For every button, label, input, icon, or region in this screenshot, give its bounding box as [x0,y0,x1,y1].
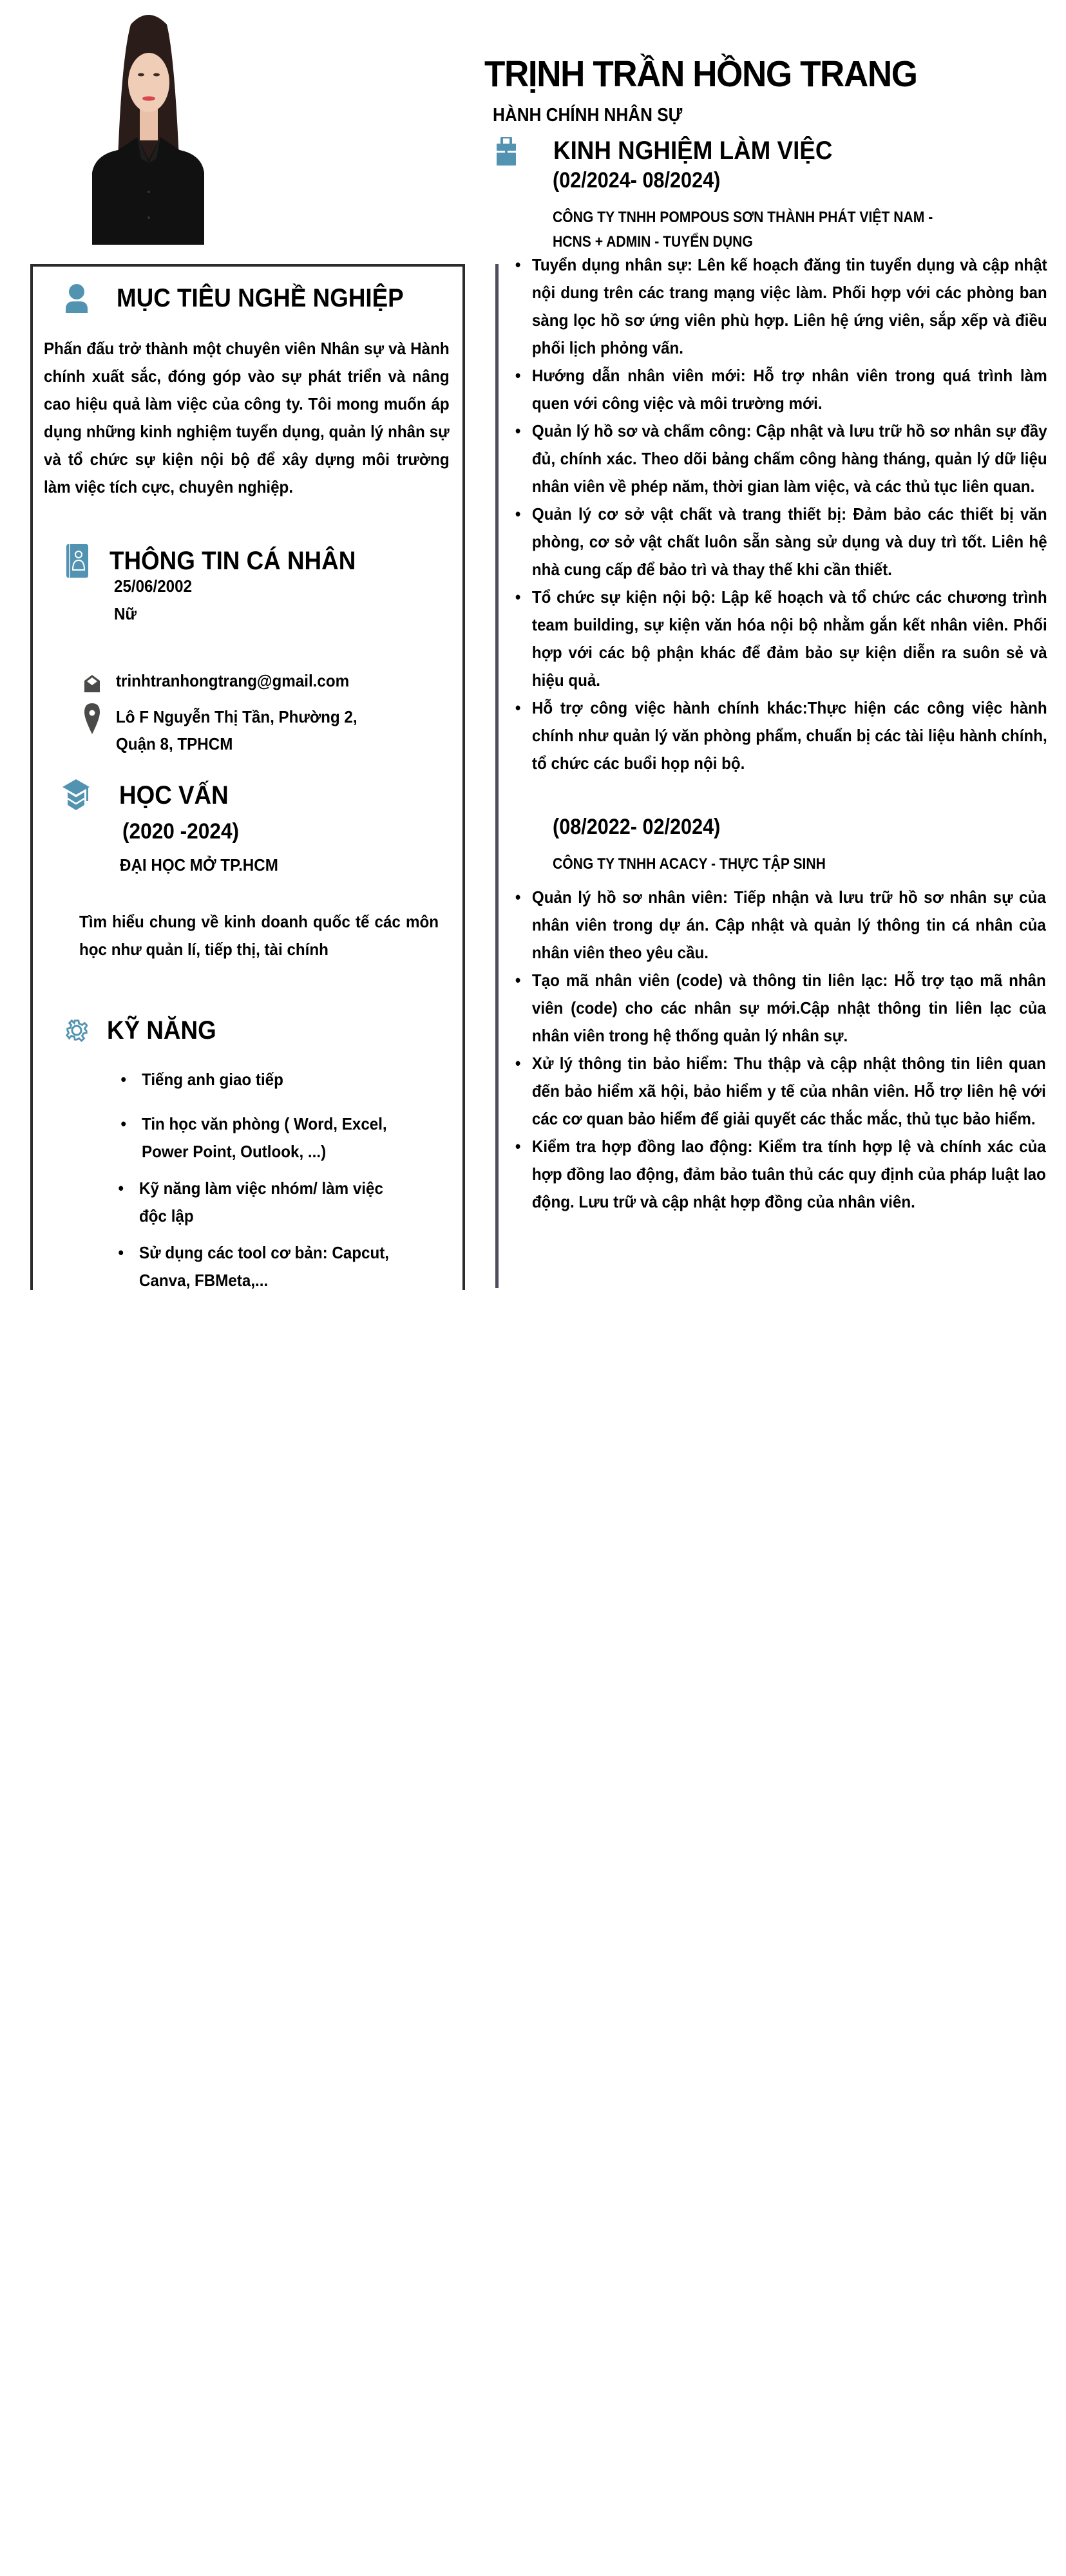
duty-item: • Tổ chức sự kiện nội bộ: Lập kế hoạch và tổ chức các chương trình team building, sự kiện văn hóa nội bộ nhằm gắn kết nhân viên. Phối hợp với các bộ phận khác để đảm bảo sự kiện diễn ra suôn sẻ và hiệu quả. [514,583,1047,694]
duty-item: • Kiểm tra hợp đồng lao động: Kiểm tra tính hợp lệ và chính xác của hợp đồng lao động, đảm bảo tuân thủ các quy định của pháp luật lao động. Lưu trữ và cập nhật hợp đồng của nhân viên. [514,1133,1046,1216]
section-divider [495,264,499,1288]
job-2-duties [514,884,1046,1216]
email-icon [84,673,100,692]
experience-heading [497,137,857,166]
address-line-1: Lô F Nguyễn Thị Tần, Phường 2, [116,707,357,726]
location-pin-icon [84,703,100,734]
personal-info-title: THÔNG TIN CÁ NHÂN [109,546,356,575]
experience-title: KINH NGHIỆM LÀM VIỆC [553,137,833,165]
education-description: Tìm hiểu chung về kinh doanh quốc tế các môn học như quản lí, tiếp thị, tài chính [79,912,439,959]
birthday-value: 25/06/2002 [114,576,193,596]
briefcase-icon [497,137,516,166]
education-school: ĐẠI HỌC MỞ TP.HCM [120,855,278,875]
job-2-period: (08/2022- 02/2024) [553,815,721,839]
job-2-company: CÔNG TY TNHH ACACY - THỰC TẬP SINH [553,855,826,873]
duty-item: • Tạo mã nhân viên (code) và thông tin liên lạc: Hỗ trợ tạo mã nhân viên (code) cho các nhân sự mới.Cập nhật thông tin liên lạc của nhân viên trong hệ thống quản lý nhân sự. [514,967,1046,1050]
duty-item: • Quản lý hồ sơ và chấm công: Cập nhật và lưu trữ hồ sơ nhân sự đầy đủ, chính xác. Theo dõi bảng chấm công hàng tháng, quản lý dữ liệu nhân viên về phép năm, thời gian làm việc, và các thủ tục liên quan. [514,417,1047,500]
duty-item: • Quản lý hồ sơ nhân viên: Tiếp nhận và lưu trữ hồ sơ nhân sự của nhân viên trong dự án. Cập nhật và quản lý thông tin cá nhân của nhân viên theo yêu cầu. [514,884,1046,967]
gear-icon [66,1015,88,1046]
job-1-period: (02/2024- 08/2024) [553,168,721,193]
skill-item: • Sử dụng các tool cơ bản: Capcut, Canva, FBMeta,... [139,1239,389,1290]
job-1-company: CÔNG TY TNHH POMPOUS SƠN THÀNH PHÁT VIỆT NAM - [553,209,933,226]
duty-item: • Xử lý thông tin bảo hiểm: Thu thập và cập nhật thông tin liên quan đến bảo hiểm xã hội, bảo hiểm y tế của nhân viên. Hỗ trợ liên hệ với các cơ quan bảo hiểm để giải quyết các thắc mắc, thủ tục bảo hiểm. [514,1050,1046,1133]
skills-heading [66,1015,225,1046]
duty-item: • Hướng dẫn nhân viên mới: Hỗ trợ nhân viên trong quá trình làm quen với công việc và môi trường mới. [514,362,1047,417]
skill-item: • Tiếng anh giao tiếp [142,1066,389,1094]
candidate-name: TRỊNH TRẦN HỒNG TRANG [484,53,917,95]
contact-book-icon [66,544,88,578]
education-heading [62,779,238,811]
objective-heading [66,283,428,313]
address-line-2: Quận 8, TPHCM [116,734,233,753]
personal-info-heading [66,544,377,578]
candidate-job-title: HÀNH CHÍNH NHÂN SỰ [493,105,683,126]
education-period: (2020 -2024) [122,819,240,844]
profile-photo [92,5,204,245]
skill-item: • Kỹ năng làm việc nhóm/ làm việc độc lập [139,1175,389,1230]
duty-item: • Hỗ trợ công việc hành chính khác:Thực hiện các công việc hành chính như quản lý văn phòng phẩm, chuẩn bị các tài liệu hành chính, tổ chức các buổi họp nội bộ. [514,694,1047,777]
job-1-role: HCNS + ADMIN - TUYỂN DỤNG [553,233,753,251]
education-title: HỌC VẤN [119,781,229,810]
duty-item: • Quản lý cơ sở vật chất và trang thiết bị: Đảm bảo các thiết bị văn phòng, cơ sở vật chất luôn sẵn sàng sử dụng và duy trì tốt. Liên hệ nhà cung cấp để bảo trì và thay thế khi cần thiết. [514,500,1047,583]
job-1-duties [514,251,1047,777]
graduation-cap-icon [62,779,90,811]
objective-text: Phấn đấu trở thành một chuyên viên Nhân sự và Hành chính xuất sắc, đóng góp vào sự phát triển và nâng cao hiệu quả làm việc của công ty. Tôi mong muốn áp dụng những kinh nghiệm tuyển dụng, quản lý nhân sự và tổ chức sự kiện nội bộ để xây dựng môi trường làm việc tích cực, chuyên nghiệp. [44,339,450,497]
person-icon [66,283,88,313]
email-value[interactable]: trinhtranhongtrang@gmail.com [116,671,350,690]
duty-item: • Tuyển dụng nhân sự: Lên kế hoạch đăng tin tuyển dụng và cập nhật nội dung trên các trang mạng việc làm. Phối hợp với các phòng ban sàng lọc hồ sơ ứng viên phù hợp. Liên hệ ứng viên, sắp xếp và điều phối lịch phỏng vấn. [514,251,1047,362]
objective-title: MỤC TIÊU NGHỀ NGHIỆP [117,283,404,312]
skills-list [97,1066,408,1290]
skill-item: • Tin học văn phòng ( Word, Excel, Power Point, Outlook, ...) [142,1110,389,1166]
gender-value: Nữ [114,604,137,623]
skills-title: KỸ NĂNG [107,1016,216,1045]
